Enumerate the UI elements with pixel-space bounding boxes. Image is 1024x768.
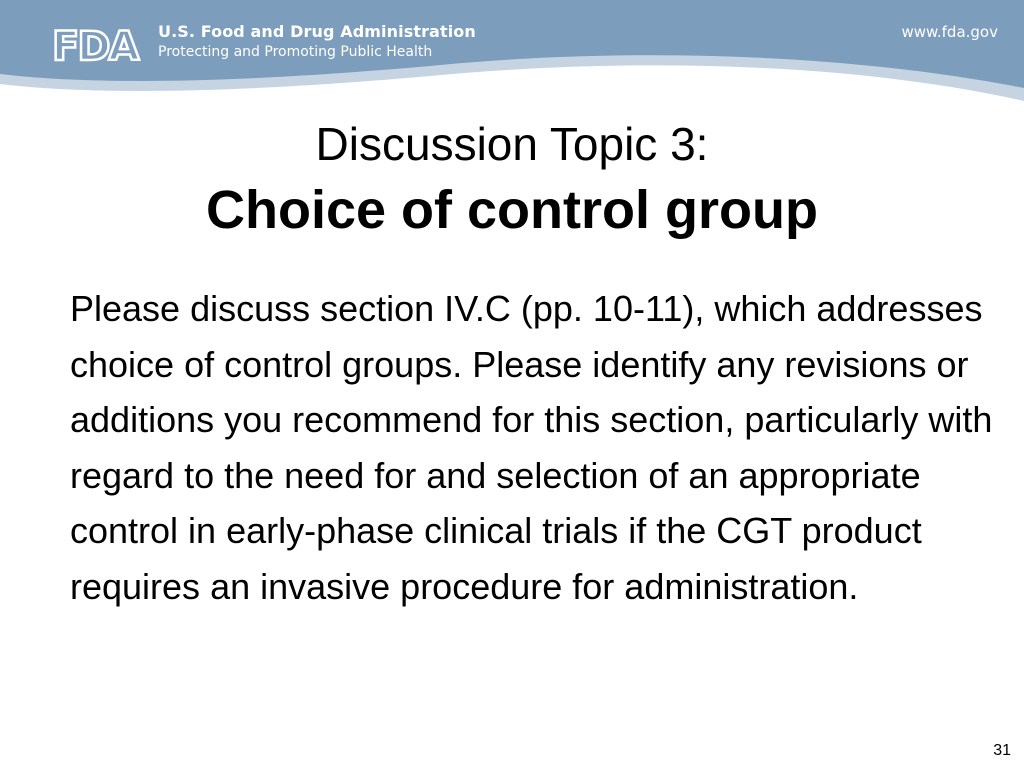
header-banner-background <box>0 0 1024 110</box>
agency-block <box>158 22 476 62</box>
header-banner <box>0 0 1024 110</box>
title-line-1: Discussion Topic 3: <box>315 118 709 170</box>
fda-logo-text: FDA <box>52 24 138 64</box>
fda-logo <box>52 22 148 64</box>
title-line-2: Choice of control group <box>206 180 818 240</box>
page-number: 31 <box>993 742 1011 759</box>
agency-tagline: Protecting and Promoting Public Health <box>158 44 433 60</box>
slide-title <box>0 112 1024 244</box>
body-paragraph: Please discuss section IV.C (pp. 10-11), which addresses choice of control groups. Please identify any revisions or additions you recommend for this section, particularly with regard to the need for and selection of an appropriate control in early-phase clinical trials if the CGT product requires an invasive procedure for administration. <box>70 288 993 607</box>
agency-name: U.S. Food and Drug Administration <box>158 22 476 41</box>
website-link[interactable]: www.fda.gov <box>901 23 998 41</box>
